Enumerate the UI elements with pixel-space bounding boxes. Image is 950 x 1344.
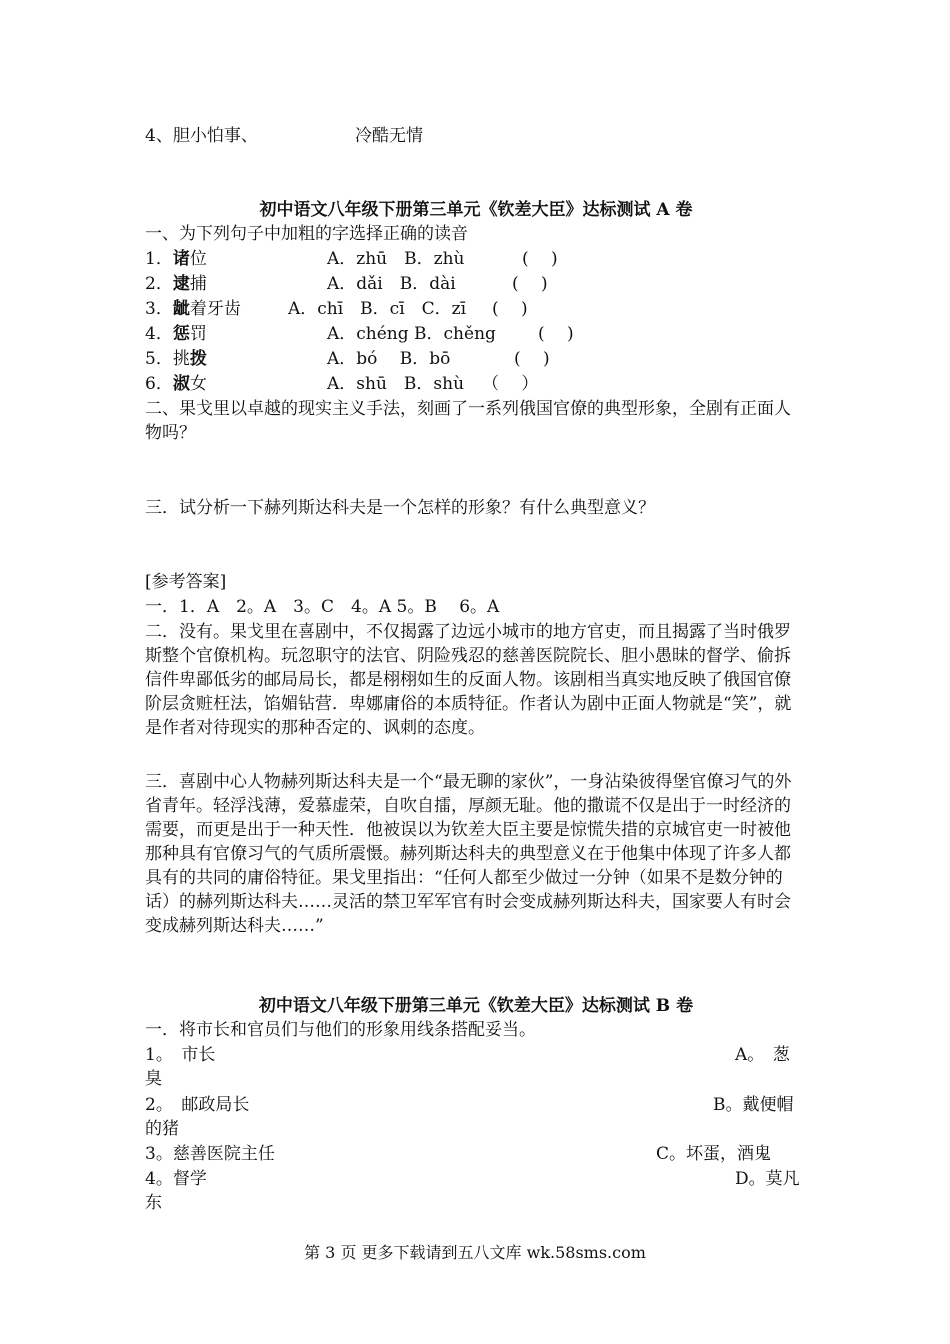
question-item-4 bbox=[145, 322, 207, 346]
item-4-answer-blank: ( ) bbox=[538, 324, 574, 344]
answers-heading: [参考答案] bbox=[145, 572, 227, 592]
item-5-options: A．bó B．bō bbox=[327, 349, 451, 369]
answer-3: 三．喜剧中心人物赫列斯达科夫是一个“最无聊的家伙”，一身沾染彼得堡官僚习气的外省青年。轻浮浅薄，爱慕虚荣，自吹自擂，厚颜无耻。他的撒谎不仅是出于一时经济的需要，而更是出于一种天性．他被误以为钦差大臣主要是惊慌失措的京城官吏一时被他那种具有官僚习气的气质所震慑。赫列斯达科夫的典型意义在于他集中体现了许多人都具有的共同的庸俗特征。果戈里指出：“任何人都至少做过一分钟（如果不是数分钟的话）的赫列斯达科夫……灵活的禁卫军军官有时会变成赫列斯达科夫，国家要人有时会变成赫列斯达科夫……” bbox=[145, 772, 792, 936]
match-left-2: 2。 邮政局长 bbox=[145, 1095, 250, 1115]
item-1-options: A．zhū B．zhù bbox=[327, 249, 465, 269]
bold-char: 拨 bbox=[189, 349, 207, 369]
bold-char: 淑 bbox=[172, 374, 190, 394]
match-right-1-wrap: 臭 bbox=[145, 1069, 162, 1089]
top-line bbox=[145, 124, 258, 148]
item-3-options: A．chī B．cī C．zī bbox=[288, 299, 467, 319]
test-a-title: 初中语文八年级下册第三单元《钦差大臣》达标测试 A 卷 bbox=[259, 200, 693, 220]
bold-char: 诸 bbox=[172, 249, 190, 269]
match-right-2: B。戴便帽 bbox=[713, 1095, 794, 1115]
item-2-answer-blank: ( ) bbox=[512, 274, 548, 294]
test-b-title: 初中语文八年级下册第三单元《钦差大臣》达标测试 B 卷 bbox=[258, 996, 694, 1016]
answer-1: 一．1．A 2。A 3。C 4。A 5。B 6。A bbox=[145, 597, 500, 617]
top-line-left: 4、胆小怕事、 bbox=[145, 126, 258, 146]
item-text: 女 bbox=[189, 374, 207, 394]
answer-2: 二．没有。果戈里在喜剧中，不仅揭露了边远小城市的地方官吏，而且揭露了当时俄罗斯整个官僚机构。玩忽职守的法官、阴险残忍的慈善医院院长、胆小愚昧的督学、偷拆信件卑鄙低劣的邮局局长，都是栩栩如生的反面人物。该剧相当真实地反映了俄国官僚阶层贪赃枉法，馅媚钻营．卑娜庸俗的本质特征。作者认为剧中正面人物就是“笑”，就是作者对待现实的那种否定的、讽刺的态度。 bbox=[145, 622, 792, 738]
item-6-answer-blank: （ ） bbox=[482, 374, 539, 394]
test-a-q3: 三．试分析一下赫列斯达科夫是一个怎样的形象？有什么典型意义？ bbox=[145, 498, 655, 518]
question-item-6 bbox=[145, 372, 207, 396]
item-1-answer-blank: ( ) bbox=[522, 249, 558, 269]
question-item-1 bbox=[145, 247, 207, 271]
item-3-answer-blank: ( ) bbox=[492, 299, 528, 319]
item-number: 3． bbox=[145, 299, 173, 319]
item-number: 6． bbox=[145, 374, 173, 394]
item-2-options: A．dǎi B．dài bbox=[327, 274, 456, 294]
match-right-4: D。莫凡 bbox=[735, 1169, 800, 1189]
item-text: 罚 bbox=[189, 324, 207, 344]
page-footer: 第 3 页 更多下载请到五八文库 wk.58sms.com bbox=[304, 1243, 646, 1262]
match-left-1: 1。 市长 bbox=[145, 1045, 216, 1065]
match-right-3: C。坏蛋，酒鬼 bbox=[656, 1144, 772, 1164]
item-text: 捕 bbox=[189, 274, 207, 294]
bold-char: 逮 bbox=[172, 274, 190, 294]
item-number: 4． bbox=[145, 324, 173, 344]
match-right-2-wrap: 的猪 bbox=[145, 1119, 179, 1139]
match-left-3: 3。慈善医院主任 bbox=[145, 1144, 275, 1164]
test-b-q1-heading: 一．将市长和官员们与他们的形象用线条搭配妥当。 bbox=[145, 1020, 536, 1040]
item-number: 1． bbox=[145, 249, 173, 269]
test-a-q2: 二、果戈里以卓越的现实主义手法，刻画了一系列俄国官僚的典型形象，全剧有正面人物吗？ bbox=[145, 399, 791, 443]
item-number: 2． bbox=[145, 274, 173, 294]
item-5-answer-blank: ( ) bbox=[514, 349, 550, 369]
top-line-right: 冷酷无情 bbox=[355, 126, 423, 146]
match-right-1: A。 葱 bbox=[735, 1045, 790, 1065]
match-right-4-wrap: 东 bbox=[145, 1193, 162, 1213]
bold-char: 龇 bbox=[172, 299, 190, 319]
item-6-options: A．shū B．shù bbox=[327, 374, 465, 394]
item-4-options: A．chéng B．chěng bbox=[327, 324, 496, 344]
question-item-3 bbox=[145, 297, 241, 321]
bold-char: 惩 bbox=[172, 324, 190, 344]
question-item-2 bbox=[145, 272, 207, 296]
item-text: 位 bbox=[189, 249, 207, 269]
item-text: 着牙齿 bbox=[189, 299, 241, 319]
question-item-5 bbox=[145, 347, 207, 371]
match-left-4: 4。督学 bbox=[145, 1169, 207, 1189]
item-number: 5．挑 bbox=[145, 349, 190, 369]
test-a-q1-heading: 一、为下列句子中加粗的字选择正确的读音 bbox=[145, 224, 468, 244]
